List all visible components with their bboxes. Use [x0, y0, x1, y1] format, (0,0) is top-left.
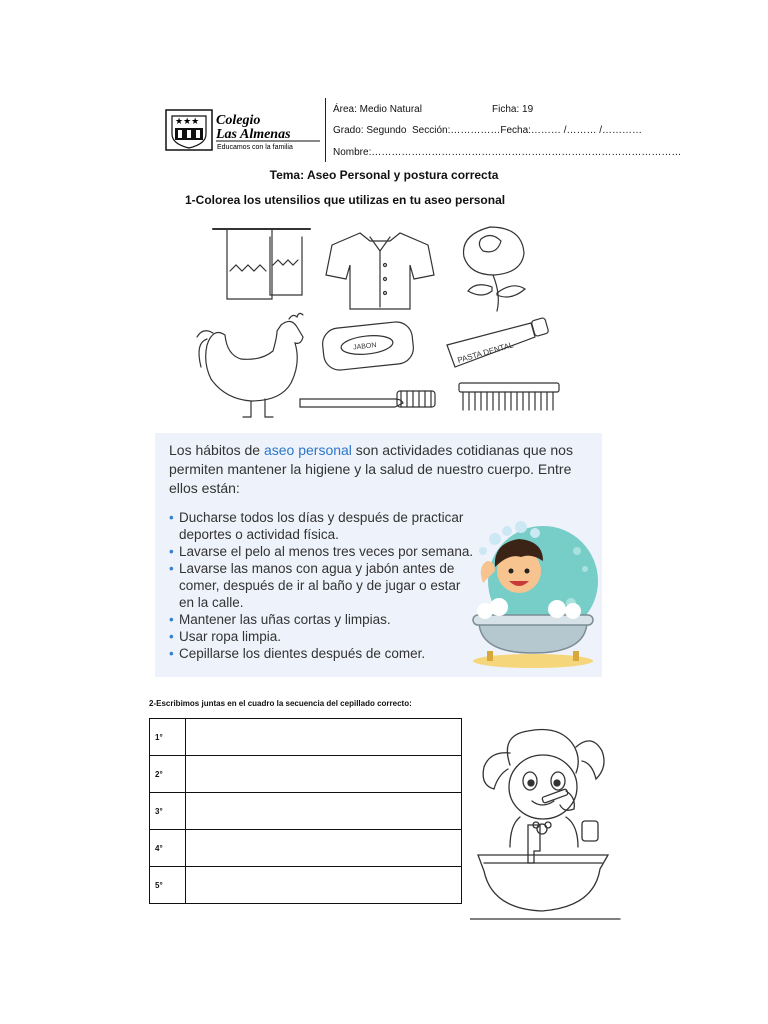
towels-icon [213, 229, 310, 299]
brushing-sequence-table [149, 718, 462, 904]
toothpaste-label: PASTA DENTAL [456, 340, 515, 365]
rose-icon [464, 227, 525, 311]
toothbrush-icon [300, 391, 435, 407]
step-answer-cell[interactable] [186, 830, 462, 867]
step-number: 2° [150, 756, 186, 793]
list-item: • Lavarse el pelo al menos tres veces por semana. [169, 543, 479, 560]
shirt-icon [326, 233, 434, 309]
intro-highlight: aseo personal [263, 442, 352, 458]
table-row [150, 756, 462, 793]
table-row [150, 719, 462, 756]
grado-label: Grado: Segundo [333, 125, 407, 136]
step-answer-cell[interactable] [186, 793, 462, 830]
step-answer-cell[interactable] [186, 867, 462, 904]
habits-list [169, 509, 479, 662]
table-row [150, 867, 462, 904]
child-bathtub-icon [465, 511, 605, 671]
svg-text:★★★: ★★★ [175, 117, 200, 127]
hygiene-items-illustration [185, 215, 575, 425]
logo-line1: Colegio [216, 113, 261, 128]
nombre-field: Nombre:………………………………………………………………………………… [333, 147, 682, 158]
school-logo [162, 100, 322, 162]
area-label: Área: Medio Natural [333, 104, 422, 115]
exercise1-title: 1-Colorea los utensilios que utilizas en tu aseo personal [185, 193, 506, 207]
seccion-fecha-field: Sección:……………Fecha:……… /……… /………… [412, 125, 643, 136]
header-divider [325, 98, 326, 162]
table-row [150, 793, 462, 830]
list-item: • Mantener las uñas cortas y limpias. [169, 611, 479, 628]
logo-line2: Las Almenas [216, 127, 291, 142]
list-item: • Ducharse todos los días y después de practicar deportes o actividad física. [169, 509, 479, 543]
intro-text: Los hábitos de aseo personal son actividades cotidianas que nos permiten mantener la higiene y la salud de nuestro cuerpo. Entre ellos están: [169, 442, 573, 496]
soap-icon [321, 320, 415, 371]
toothpaste-icon [447, 317, 549, 367]
ficha-label: Ficha: 19 [492, 104, 534, 115]
step-number: 1° [150, 719, 186, 756]
step-number: 5° [150, 867, 186, 904]
logo-motto: Educamos con la familia [217, 144, 293, 151]
comb-icon [459, 383, 559, 410]
hygiene-info-panel [155, 433, 602, 677]
rooster-icon [197, 313, 303, 417]
table-row [150, 830, 462, 867]
page-title: Tema: Aseo Personal y postura correcta [269, 168, 499, 182]
step-answer-cell[interactable] [186, 719, 462, 756]
step-number: 3° [150, 793, 186, 830]
list-item: • Usar ropa limpia. [169, 628, 479, 645]
girl-brushing-teeth-icon [470, 725, 622, 920]
step-number: 4° [150, 830, 186, 867]
list-item: • Lavarse las manos con agua y jabón antes de comer, después de ir al baño y de jugar o estar en la calle. [169, 560, 479, 611]
soap-label: JABON [352, 342, 377, 352]
exercise2-title: 2-Escribimos juntas en el cuadro la secuencia del cepillado correcto: [149, 699, 412, 708]
step-answer-cell[interactable] [186, 756, 462, 793]
list-item: • Cepillarse los dientes después de comer. [169, 645, 479, 662]
